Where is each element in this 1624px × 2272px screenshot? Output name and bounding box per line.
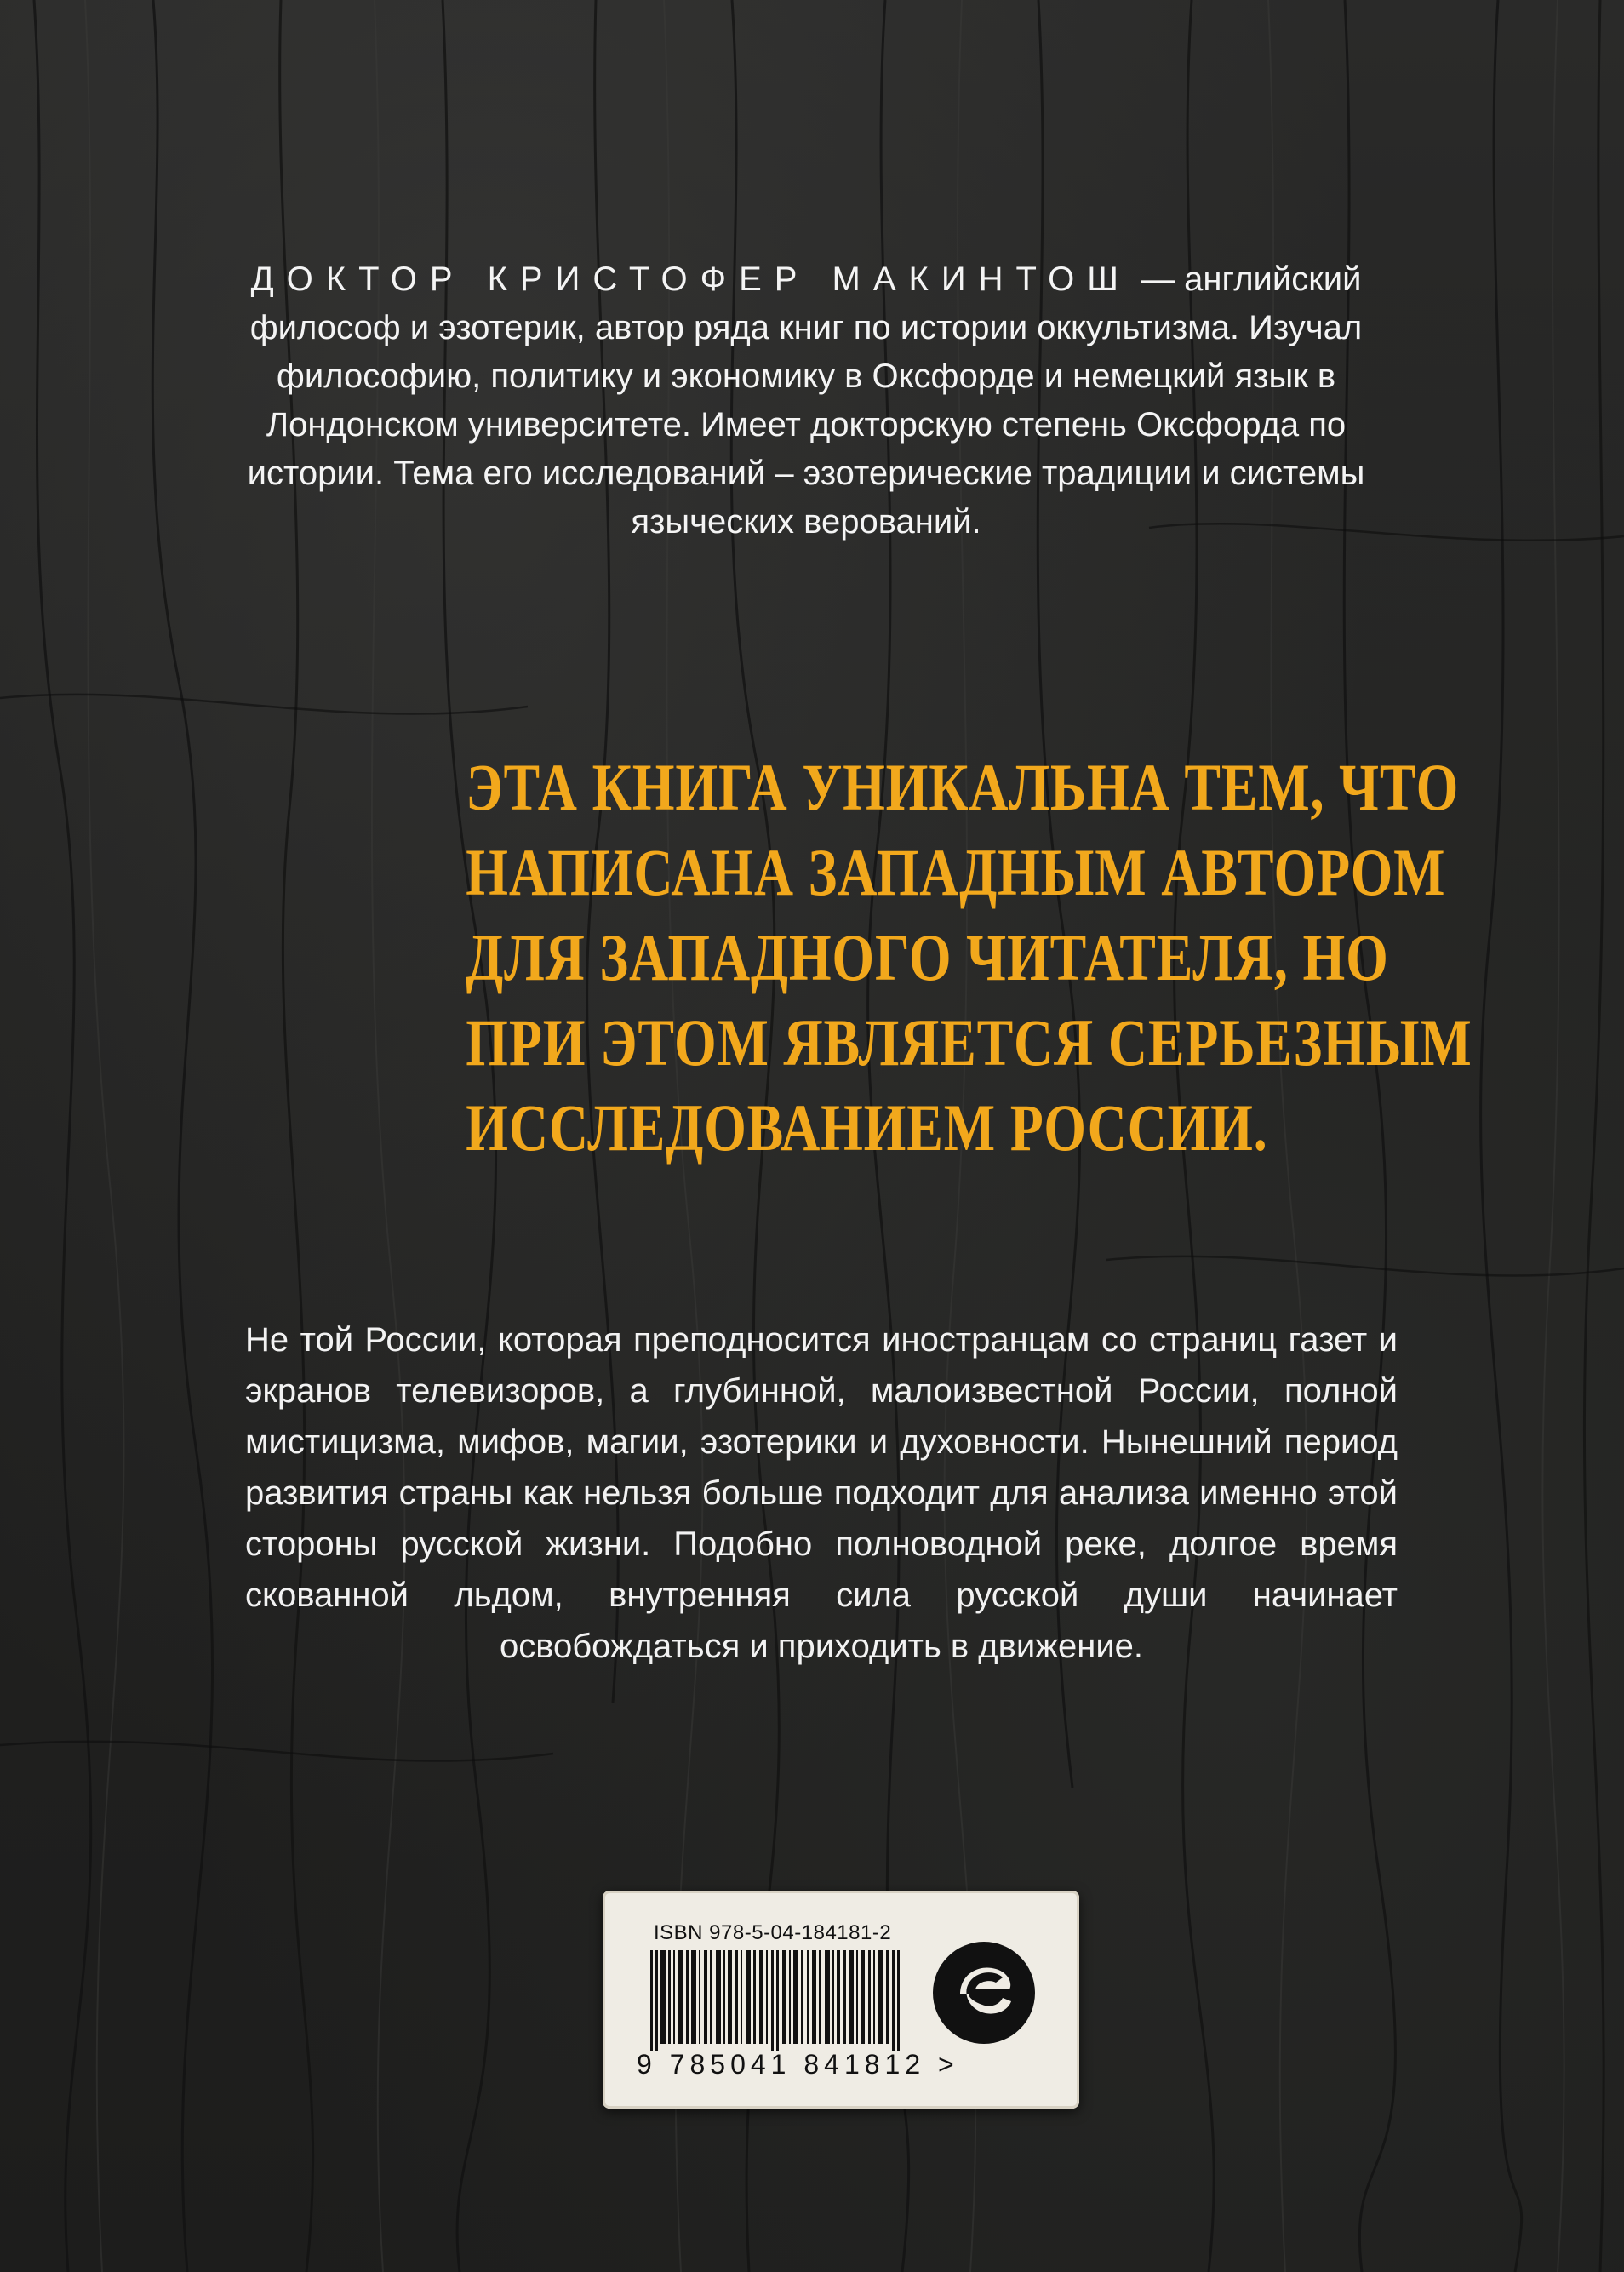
quote-line: НАПИСАНА ЗАПАДНЫМ АВТОРОМ <box>466 835 1446 909</box>
author-dash: — <box>1130 260 1175 298</box>
barcode-icon <box>650 1950 914 2051</box>
eksmo-logo-icon <box>931 1940 1037 2046</box>
quote-line: ИССЛЕДОВАНИЕМ РОССИИ. <box>466 1090 1268 1165</box>
book-description: Не той России, которая преподносится иностранцам со страниц газет и экранов телевизоров, а глубинной, малоизвестной России, полной мистицизма, мифов, магии, эзотерики и духовности. Нынешний период развития страны как нельзя больше подходит для анализа именно этой стороны русской жизни. Подобно полноводной реке, долгое время скованной льдом, внутренняя сила русской души начинает освобождаться и приходить в движение. <box>245 1321 1398 1665</box>
author-name: ДОКТОР КРИСТОФЕР МАКИНТОШ <box>250 260 1131 298</box>
isbn-label: ISBN 978-5-04-184181-2 <box>654 1921 892 1944</box>
highlight-quote <box>466 745 1472 1170</box>
quote-line: ЭТА КНИГА УНИКАЛЬНА ТЕМ, ЧТО <box>466 750 1460 824</box>
quote-line: ДЛЯ ЗАПАДНОГО ЧИТАТЕЛЯ, НО <box>466 920 1389 994</box>
quote-line: ПРИ ЭТОМ ЯВЛЯЕТСЯ СЕРЬЕЗНЫМ <box>466 1005 1472 1079</box>
barcode-sticker <box>603 1891 1079 2109</box>
barcode-digits: 9 785041 841812 > <box>637 2049 959 2080</box>
author-bio <box>240 255 1372 547</box>
author-bio-text: английский философ и эзотерик, автор ряда книг по истории оккультизма. Изучал философию, политику и экономику в Оксфорде и немецкий язык в Лондонском университете. Имеет докторскую степень Оксфорда по истории. Тема его исследований – эзотерические традиции и системы языческих верований. <box>247 260 1365 541</box>
